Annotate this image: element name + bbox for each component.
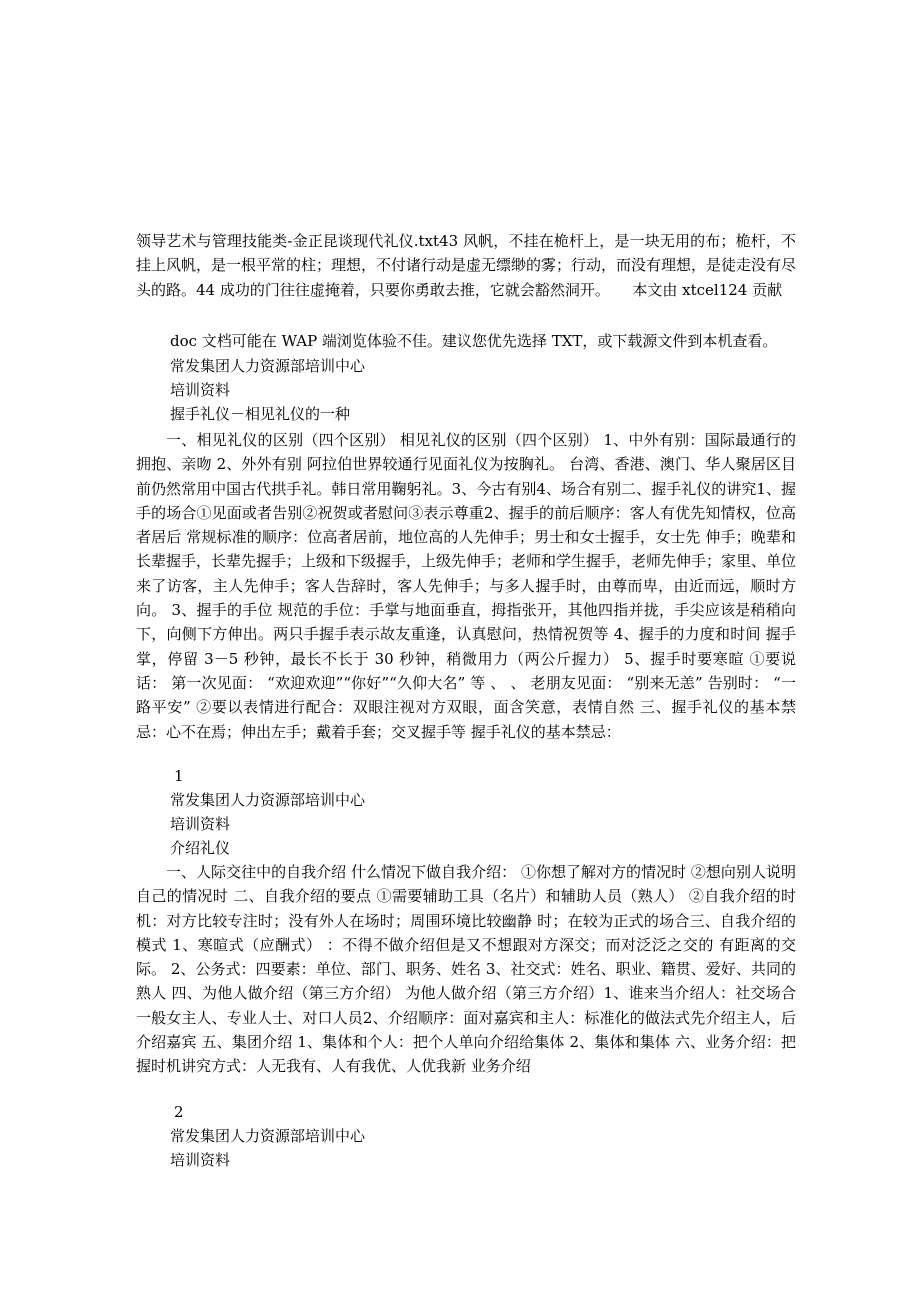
introduction-body-block — [136, 860, 796, 1079]
handshake-body: 一、相见礼仪的区别（四个区别） 相见礼仪的区别（四个区别） 1、中外有别：国际最通行的拥抱、亲吻 2、外外有别 阿拉伯世界较通行见面礼仪为按胸礼。 台湾、香港、澳门、华人聚居区目前仍然常用中国古代拱手礼。韩日常用鞠躬礼。3、今古有别4、场合有别二、握手礼仪的讲究1、握手的场合①见面或者告别②祝贺或者慰问③表示尊重2、握手的前后顺序：客人有优先知情权，位高者居后 常规标准的顺序：位高者居前，地位高的人先伸手；男士和女士握手，女士先 伸手；晚辈和长辈握手，长辈先握手；上级和下级握手，上级先伸手；老师和学生握手，老师先伸手；家里、单位来了访客，主人先伸手；客人告辞时，客人先伸手；与多人握手时，由尊而卑，由近而远，顺时方向。 3、握手的手位 规范的手位：手掌与地面垂直，拇指张开，其他四指并拢，手尖应该是稍稍向下，向侧下方伸出。两只手握手表示故友重逢，认真慰问，热情祝贺等 4、握手的力度和时间 握手掌，停留 3－5 秒钟，最长不长于 30 秒钟，稍微用力（两公斤握力） 5、握手时要寒暄 ①要说话： 第一次见面： “欢迎欢迎”“你好”“久仰大名” 等 、 、 老朋友见面： “别来无恙” 告别时： “一路平安” ②要以表情进行配合：双眼注视对方双眼，面含笑意，表情自然 三、握手礼仪的基本禁忌：心不在焉；伸出左手；戴着手套；交叉握手等 握手礼仪的基本禁忌： — [136, 431, 797, 741]
handshake-body-block — [136, 428, 796, 744]
page-number-2: 2 — [174, 1103, 184, 1121]
section-title-handshake: 握手礼仪－相见礼仪的一种 — [170, 405, 351, 423]
training-label-2: 培训资料 — [170, 815, 231, 833]
intro-paragraph: 领导艺术与管理技能类-金正昆谈现代礼仪.txt43 风帆，不挂在桅杆上，是一块无用的布；桅杆，不挂上风帆，是一根平常的柱；理想，不付诸行动是虚无缥缈的雾；行动，而没有理想，是徒走没有尽头的路。44 成功的门往往虚掩着，只要你勇敢去推，它就会豁然洞开。 本文由 xtcel124 贡献 — [136, 232, 797, 299]
section-title-introduction: 介绍礼仪 — [170, 839, 231, 857]
page-number-1: 1 — [174, 767, 184, 785]
wap-notice: doc 文档可能在 WAP 端浏览体验不佳。建议您优先选择 TXT，或下载源文件到本机查看。 — [170, 332, 778, 350]
training-label: 培训资料 — [170, 381, 231, 399]
intro-block — [136, 229, 796, 302]
org-header-3: 常发集团人力资源部培训中心 — [170, 1127, 366, 1145]
org-header: 常发集团人力资源部培训中心 — [170, 357, 366, 375]
training-label-3: 培训资料 — [170, 1151, 231, 1169]
org-header-2: 常发集团人力资源部培训中心 — [170, 791, 366, 809]
introduction-body: 一、人际交往中的自我介绍 什么情况下做自我介绍： ①你想了解对方的情况时 ②想向别人说明自己的情况时 二、自我介绍的要点 ①需要辅助工具（名片）和辅助人员（熟人） ②自我介绍的时机：对方比较专注时；没有外人在场时；周围环境比较幽静 时；在较为正式的场合三、自我介绍的模式 1、寒暄式（应酬式） ：不得不做介绍但是又不想跟对方深交；而对泛泛之交的 有距离的交际。 2、公务式：四要素：单位、部门、职务、姓名 3、社交式：姓名、职业、籍贯、爱好、共同的熟人 四、为他人做介绍（第三方介绍） 为他人做介绍（第三方介绍）1、谁来当介绍人：社交场合一般女主人、专业人士、对口人员2、介绍顺序：面对嘉宾和主人：标准化的做法式先介绍主人，后介绍嘉宾 五、集团介绍 1、集体和个人：把个人单向介绍给集体 2、集体和集体 六、业务介绍：把握时机讲究方式：人无我有、人有我优、人优我新 业务介绍 — [136, 863, 796, 1076]
